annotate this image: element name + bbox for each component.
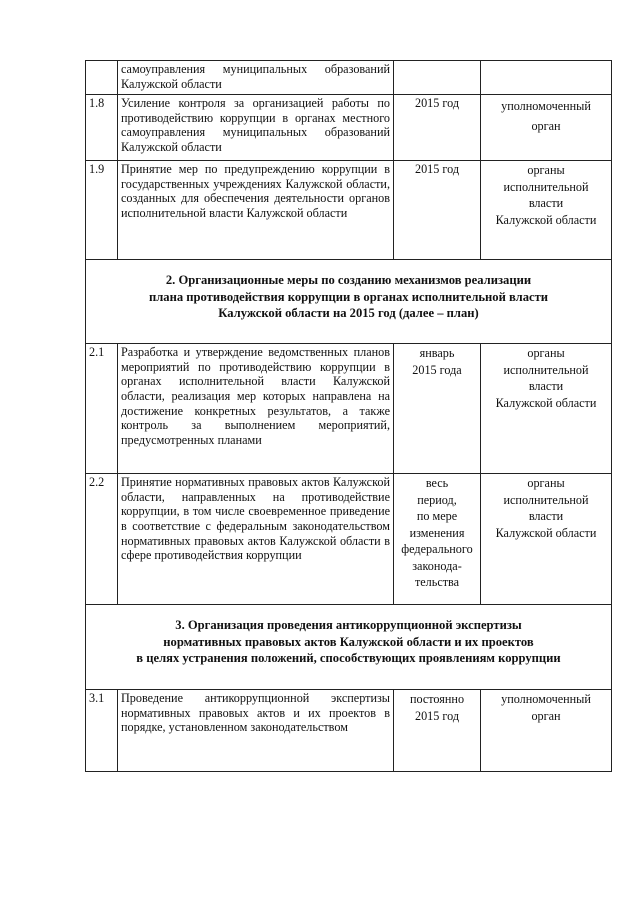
plan-table xyxy=(85,60,612,772)
measure-text: Разработка и утверждение ведомственных планов мероприятий по противодействию коррупции в органах исполнительной власти Калужской области, реализация мер которых направлена на достижение конкретных результатов, а также контроль за выполнением мероприятий, предусмотренных планами xyxy=(118,344,394,474)
row-number: 2.1 xyxy=(86,344,118,474)
term-cell: 2015 год xyxy=(394,95,481,161)
table-row xyxy=(86,690,612,772)
measure-text: самоуправления муниципальных образований Калужской области xyxy=(118,61,394,95)
term-cell xyxy=(394,61,481,95)
row-number: 1.9 xyxy=(86,161,118,260)
responsible-cell: органы исполнительной власти Калужской области xyxy=(481,161,612,260)
row-number: 1.8 xyxy=(86,95,118,161)
table-row xyxy=(86,474,612,605)
table-row xyxy=(86,344,612,474)
term-cell: весь период, по мере изменения федерального законода- тельства xyxy=(394,474,481,605)
measure-text: Усиление контроля за организацией работы по противодействию коррупции в органах местного самоуправления муниципальных образований Калужской области xyxy=(118,95,394,161)
term-cell: 2015 год xyxy=(394,161,481,260)
table-row xyxy=(86,95,612,161)
row-number: 3.1 xyxy=(86,690,118,772)
responsible-cell xyxy=(481,61,612,95)
responsible-cell: органы исполнительной власти Калужской области xyxy=(481,344,612,474)
row-number: 2.2 xyxy=(86,474,118,605)
section-title: 2. Организационные меры по созданию механизмов реализации плана противодействия коррупции в органах исполнительной власти Калужской области на 2015 год (далее – план) xyxy=(86,260,612,344)
section-title: 3. Организация проведения антикоррупционной экспертизы нормативных правовых актов Калужской области и их проектов в целях устранения положений, способствующих проявлениям коррупции xyxy=(86,605,612,690)
responsible-cell: органы исполнительной власти Калужской области xyxy=(481,474,612,605)
table-row xyxy=(86,61,612,95)
term-cell: январь 2015 года xyxy=(394,344,481,474)
measure-text: Принятие мер по предупреждению коррупции в государственных учреждениях Калужской области, созданных для обеспечения деятельности органов исполнительной власти Калужской области xyxy=(118,161,394,260)
section-header-row xyxy=(86,260,612,344)
measure-text: Принятие нормативных правовых актов Калужской области, направленных на противодействие коррупции, в том числе своевременное приведение в соответствие с федеральным законодательством нормативных правовых актов Калужской области в сфере противодействия коррупции xyxy=(118,474,394,605)
measure-text: Проведение антикоррупционной экспертизы нормативных правовых актов и их проектов в порядке, установленном законодательством xyxy=(118,690,394,772)
term-cell: постоянно 2015 год xyxy=(394,690,481,772)
table-row xyxy=(86,161,612,260)
responsible-cell: уполномоченный орган xyxy=(481,95,612,161)
section-header-row xyxy=(86,605,612,690)
responsible-cell: уполномоченный орган xyxy=(481,690,612,772)
row-number xyxy=(86,61,118,95)
